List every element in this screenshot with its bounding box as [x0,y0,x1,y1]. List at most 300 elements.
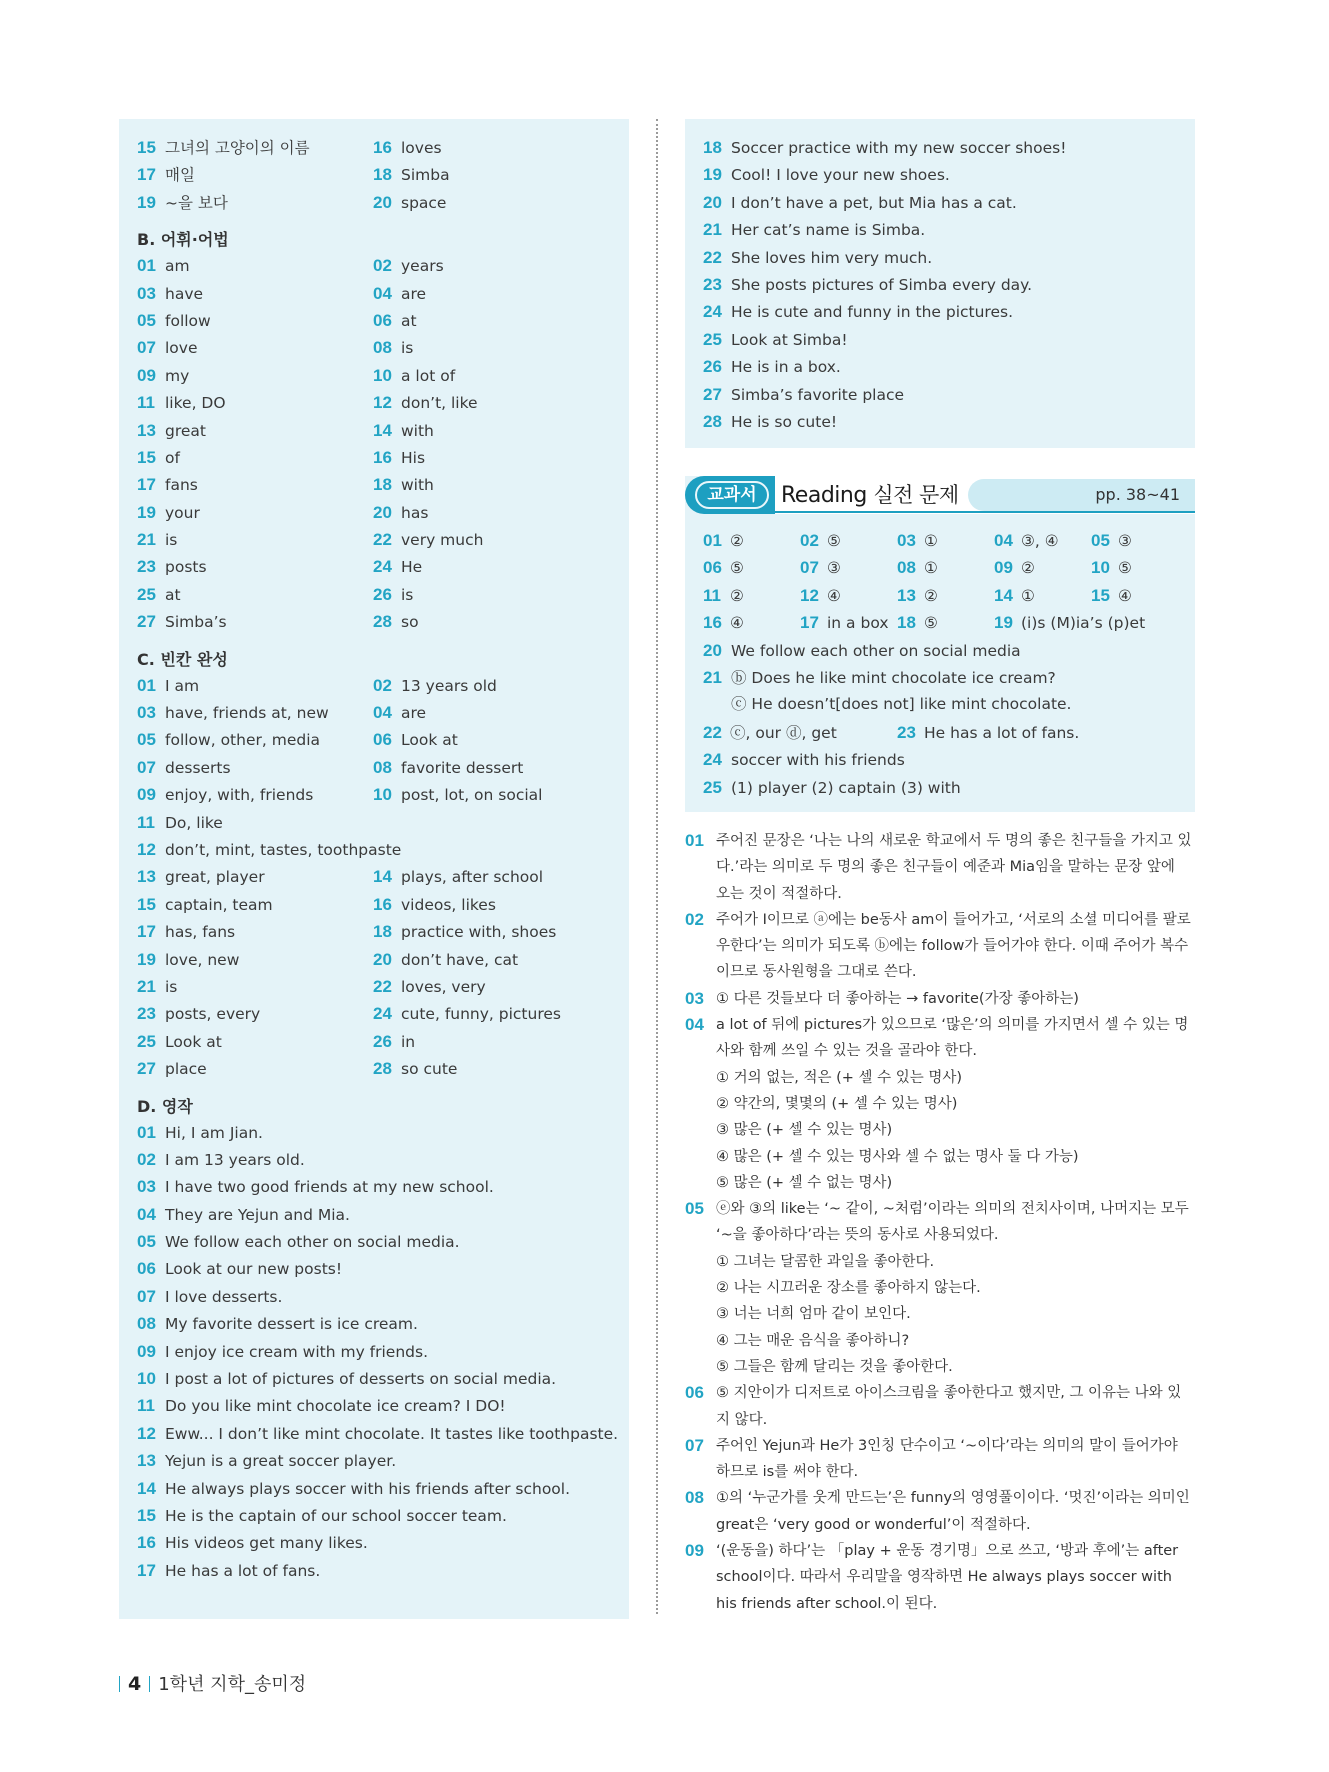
answer-row [137,1310,617,1337]
answer-row [137,1000,617,1027]
answer-number: 05 [137,310,156,330]
answer-number: 15 [137,1505,156,1525]
reading-answer-number: 01 [703,531,722,550]
reading-answer-cell [897,719,1079,747]
reading-answer-number: 18 [897,613,916,633]
answer-number: 25 [703,777,722,797]
reading-answer-text: ① [924,559,938,578]
answer-text: loves, very [401,977,486,996]
answer-cell [137,581,181,609]
answer-text: They are Yejun and Mia. [165,1205,350,1224]
answer-cell [137,280,203,308]
answer-row [137,1028,617,1055]
answer-text: I am [165,676,200,695]
answer-text: are [401,284,427,303]
answer-number: 24 [373,1004,392,1024]
answer-number: 07 [137,1286,156,1306]
explanation-number: 01 [685,831,704,850]
answer-number: 21 [137,530,156,550]
answer-row [137,1283,617,1310]
answer-row [137,781,617,808]
explanation-line: ⑤ 그들은 함께 달리는 것을 좋아한다. [716,1358,953,1375]
answer-text: He always plays soccer with his friends after school. [165,1479,571,1498]
explanation-item [685,1433,1195,1486]
answer-row [137,307,617,334]
answer-cell [373,918,556,946]
answer-cell [373,1000,561,1028]
answer-number: 20 [703,192,722,212]
answer-number: 28 [373,612,392,632]
reading-answer-grid [703,527,1183,801]
answer-number: 21 [703,667,722,687]
answer-cell [137,444,180,472]
answer-number: 19 [137,192,156,212]
answer-number: 03 [137,1177,156,1197]
answer-number: 07 [137,757,156,777]
answer-row [703,244,1183,271]
reading-answer-cell [994,527,1059,555]
reading-answer-number: 05 [1091,531,1110,550]
answer-text: Do, like [165,813,223,832]
answer-text: have [165,284,204,303]
explanation-number: 07 [685,1435,704,1455]
answer-text: He is cute and funny in the pictures. [731,303,1013,322]
answer-number: 18 [373,475,392,495]
answer-row [137,252,617,279]
reading-answer-number: 09 [994,558,1013,578]
answer-cell [137,754,231,782]
reading-answer-cell [703,582,744,610]
footer-bar-left [119,1676,120,1692]
answer-text: favorite dessert [401,758,524,777]
explanation-line: ① 그녀는 달콤한 과일을 좋아한다. [716,1253,935,1270]
answer-cell [373,581,413,609]
answer-text: I have two good friends at my new school. [165,1178,494,1197]
answer-number: 20 [703,640,722,660]
answer-number: 15 [137,894,156,914]
explanation-line: ④ 많은 (+ 셀 수 있는 명사와 셀 수 없는 명사 둘 다 가능) [716,1148,1079,1165]
answer-text: don’t, mint, tastes, toothpaste [165,840,402,859]
answer-text: with [401,421,434,440]
answer-number: 25 [137,584,156,604]
footer-bar-right [149,1676,150,1692]
answer-text: so [401,613,419,632]
answer-text: She posts pictures of Simba every day. [731,275,1033,294]
reading-answer-number: 15 [1091,585,1110,605]
answer-number: 13 [137,1451,156,1471]
answer-text: We follow each other on social media. [165,1233,460,1252]
answer-text: Soccer practice with my new soccer shoes! [731,139,1067,157]
answer-text: He [401,558,423,577]
explanation-line: a lot of 뒤에 pictures가 있으므로 ‘많은’의 의미를 가지면서 셀 수 있는 명 [716,1017,1189,1034]
answer-text: Do you like mint chocolate ice cream? I DO! [165,1397,506,1416]
answer-number: 18 [373,922,392,942]
answer-row [703,271,1183,298]
answer-row [137,499,617,526]
answer-number: 13 [137,867,156,887]
reading-answer-text: ① [924,532,938,550]
answer-row [137,161,617,188]
answer-row [137,1255,617,1282]
reading-answer-number: 23 [897,722,916,742]
reading-title [781,478,959,513]
answer-number: 08 [137,1314,156,1334]
answer-text: We follow each other on social media [731,641,1021,660]
answer-cell [373,307,417,335]
reading-answer-text: ⑤ [924,614,938,633]
answer-cell [373,161,450,189]
section-title-b: B. 어휘·어법 [137,230,229,250]
answer-number: 02 [373,675,392,695]
answer-cell [373,134,442,162]
explanation-line: 사와 함께 쓰일 수 있는 것을 골라야 한다. [716,1043,977,1060]
answer-text: is [165,531,178,550]
answer-row [137,1365,617,1392]
answer-text: is [401,585,414,604]
answer-number: 01 [137,1122,156,1142]
reading-answer-cell [897,582,938,610]
answer-row [137,1529,617,1556]
answer-cell [137,417,206,445]
explanation-line: ② 약간의, 몇몇의 (+ 셀 수 있는 명사) [716,1095,958,1112]
answer-cell [373,280,426,308]
explanation-line: great은 ‘very good or wonderful’이 적절하다. [716,1516,1031,1533]
answer-cell [137,891,273,919]
reading-answer-cell [994,609,1145,637]
answer-number: 19 [137,949,156,969]
answer-row [703,408,1183,435]
reading-answer-text: in a box [827,614,889,633]
answer-text: has, fans [165,923,236,942]
answer-number: 22 [373,976,392,996]
answer-number: 26 [373,584,392,604]
answer-text: ~을 보다 [165,193,228,212]
answer-number: 21 [703,220,722,240]
answer-cell [373,863,543,891]
answer-text: great, player [165,868,265,887]
reading-answer-cell [897,527,938,555]
reading-answer-row [703,582,1183,609]
reading-answer-row [703,527,1183,554]
answer-cell [137,699,329,727]
answer-text: practice with, shoes [401,923,557,942]
reading-answer-text: ⑤ [1118,559,1132,578]
answer-row [137,809,617,836]
answer-text: posts [165,558,207,577]
answer-row [703,774,1183,801]
reading-answer-text: ③, ④ [1021,532,1059,550]
explanation-item [685,907,1195,986]
answer-text: She loves him very much. [731,248,933,267]
answer-text: of [165,448,180,467]
answer-cell [137,134,310,162]
answer-text: enjoy, with, friends [165,786,314,805]
reading-answer-row [703,609,1183,636]
answer-cell [137,608,227,636]
reading-answer-number: 12 [800,585,819,605]
answer-number: 12 [137,839,156,859]
left-content [137,134,617,1584]
answer-cell [373,389,478,417]
explanation-number: 06 [685,1383,704,1403]
answer-text: Cool! I love your new shoes. [731,166,950,185]
explanation-line: ①의 ‘누군가를 웃게 만드는’은 funny의 영영풀이이다. ‘멋진’이라는 의미인 [716,1490,1190,1507]
answer-number: 09 [137,1341,156,1361]
answer-text: captain, team [165,895,273,914]
explanation-number: 04 [685,1015,704,1035]
answer-number: 07 [137,338,156,358]
reading-answer-number: 07 [800,558,819,578]
reading-answer-row [703,719,1183,746]
answer-number: 19 [137,502,156,522]
explanation-line: ⑤ 지안이가 디저트로 아이스크림을 좋아한다고 했지만, 그 이유는 나와 있 [716,1385,1182,1402]
answer-row [703,746,1183,773]
answer-text: He has a lot of fans. [165,1561,321,1580]
answer-number: 05 [137,1232,156,1252]
answer-number: 14 [373,420,392,440]
answer-number: 26 [373,1031,392,1051]
answer-row [137,334,617,361]
answer-text: great [165,421,206,440]
answer-text: so cute [401,1060,458,1079]
answer-text: Hi, I am Jian. [165,1123,263,1142]
answer-text: your [165,503,200,522]
explanation-line: 하므로 is를 써야 한다. [716,1464,859,1481]
explanation-line: 다.’라는 의미로 두 명의 좋은 친구들이 예준과 Mia임을 말하는 문장 앞에 [716,859,1175,876]
answer-number: 02 [373,256,392,276]
reading-answer-text: ② [924,586,938,605]
answer-text: space [401,193,447,212]
explanation-line: 오는 것이 적절하다. [716,885,842,902]
reading-answer-cell [897,554,938,582]
answer-cell [373,189,446,217]
reading-answer-cell [1091,527,1132,555]
answer-row [703,637,1183,664]
answer-cell [137,946,239,974]
answer-text: follow [165,311,211,330]
answer-cell [373,499,428,527]
reading-answer-number: 14 [994,585,1013,605]
reading-answer-number: 13 [897,585,916,605]
explanation-line: ‘~을 좋아하다’라는 뜻의 동사로 사용되었다. [716,1227,999,1244]
answer-cell [373,672,497,700]
answer-number: 12 [137,1423,156,1443]
answer-number: 14 [137,1478,156,1498]
answer-cell [373,362,455,390]
reading-answer-cell [897,609,938,637]
reading-answer-cell [703,554,744,582]
answer-cell [137,499,200,527]
answer-row [137,553,617,580]
answer-number: 10 [137,1369,156,1389]
explanation-line: ⑤ 많은 (+ 셀 수 없는 명사) [716,1174,893,1191]
reading-answer-cell [800,527,841,555]
answer-number: 01 [137,675,156,695]
answer-cell [137,307,211,335]
column-divider [656,119,658,1614]
answer-text: fans [165,476,198,495]
answer-row [137,918,617,945]
reading-answer-number: 22 [703,722,722,742]
explanation-item [685,986,1195,1012]
answer-number: 27 [703,384,722,404]
answer-number: 28 [373,1059,392,1079]
section-title-d: D. 영작 [137,1096,193,1116]
explanation-line: 지 않다. [716,1411,768,1428]
answer-cell [137,362,189,390]
answer-text: Simba [401,166,450,185]
answer-text: at [165,585,181,604]
explanation-line: school이다. 따라서 우리말을 영작하면 He always plays soccer with [716,1569,1172,1586]
answer-number: 06 [373,730,392,750]
explanation-line: 주어인 Yejun과 He가 3인칭 단수이고 ‘~이다’라는 의미의 말이 들어가야 [716,1437,1178,1454]
reading-section-header [685,476,1195,514]
answer-text: follow, other, media [165,731,320,750]
right-top-content [703,134,1183,435]
explanation-item [685,1012,1195,1196]
answer-row [137,1201,617,1228]
reading-answer-text: ⑤ [827,532,841,550]
answer-row [137,836,617,863]
answer-number: 14 [373,867,392,887]
answer-text: He is in a box. [731,358,841,377]
answer-cell [373,526,483,554]
answer-row [137,726,617,753]
explanation-number: 02 [685,909,704,929]
explanation-item [685,1196,1195,1380]
answer-cell [137,334,198,362]
answer-number: 03 [137,283,156,303]
answer-text: is [401,339,414,358]
reading-answer-cell [1091,554,1132,582]
reading-answer-cell [994,582,1035,610]
answer-cell [137,1055,207,1083]
answer-text: in [401,1032,416,1051]
answer-cell [373,973,486,1001]
answer-number: 19 [703,165,722,185]
answer-text: don’t have, cat [401,950,519,969]
answer-number: 18 [703,138,722,157]
answer-row [703,664,1183,691]
answer-text: Her cat’s name is Simba. [731,221,926,240]
answer-cell [137,189,228,217]
answer-number: 13 [137,420,156,440]
answer-cell [373,1028,415,1056]
answer-row [137,1557,617,1584]
answer-row [137,444,617,471]
reading-answer-text: (i)s (M)ia’s (p)et [1021,614,1146,633]
answer-number: 16 [373,447,392,467]
answer-row [137,891,617,918]
answer-cell [373,252,444,280]
answer-cell [137,918,235,946]
answer-number: 12 [373,393,392,413]
answer-number: 18 [373,165,392,185]
reading-title-sub: 실전 문제 [873,483,959,507]
answer-row [703,353,1183,380]
answer-cell [373,471,434,499]
answer-number: 23 [703,274,722,294]
answer-number: 08 [373,757,392,777]
page-range: pp. 38~41 [1095,485,1180,504]
answer-cell [137,161,195,189]
answer-number: 06 [373,310,392,330]
answer-text: love, new [165,950,240,969]
answer-row [703,189,1183,216]
answer-number: 22 [703,247,722,267]
answer-number: 04 [373,703,392,723]
answer-number: 11 [137,1396,155,1416]
answer-number: 25 [137,1031,156,1051]
answer-text: I enjoy ice cream with my friends. [165,1342,429,1361]
answer-row [703,134,1183,161]
answer-row [137,389,617,416]
explanation-number: 09 [685,1541,704,1561]
reading-answer-text: He has a lot of fans. [924,723,1080,742]
reading-answer-text: ③ [827,559,841,578]
answer-text: post, lot, on social [401,786,543,805]
answer-text: love [165,339,198,358]
answer-number: 04 [373,283,392,303]
answer-text: His [401,448,426,467]
explanation-line: ③ 너는 너희 엄마 같이 보인다. [716,1306,911,1323]
answer-row [137,973,617,1000]
reading-answer-number: 19 [994,613,1013,633]
answer-text: is [165,977,178,996]
reading-answer-number: 08 [897,558,916,578]
reading-title-main: Reading [781,483,867,508]
answer-cell [137,781,313,809]
answer-row [137,417,617,444]
answer-number: 17 [137,165,156,185]
answer-row [703,326,1183,353]
answer-row [137,1447,617,1474]
answer-row [703,161,1183,188]
explanation-item [685,1538,1195,1617]
answer-cell [137,389,226,417]
answer-text: 매일 [165,166,195,185]
reading-answer-cell [703,609,744,637]
answer-row [137,1420,617,1447]
explanation-line: 주어가 I이므로 ⓐ에는 be동사 am이 들어가고, ‘서로의 소셜 미디어를 팔로 [716,911,1191,928]
answer-row [137,526,617,553]
answer-number: 23 [137,557,156,577]
answer-text: very much [401,531,484,550]
answer-cell [137,553,207,581]
answer-text: Yejun is a great soccer player. [165,1452,397,1471]
answer-cell [373,726,458,754]
answer-text: years [401,257,444,276]
answer-text: like, DO [165,394,226,413]
answer-cell [373,1055,457,1083]
answer-text: My favorite dessert is ice cream. [165,1315,418,1334]
footer-label: 1학년 지학_송미정 [158,1674,307,1695]
answer-text: soccer with his friends [731,751,905,770]
answer-text: loves [401,139,442,157]
answer-text: His videos get many likes. [165,1534,368,1553]
answer-number: 20 [373,949,392,969]
explanation-line: ③ 많은 (+ 셀 수 있는 명사) [716,1122,893,1139]
answer-row [137,189,617,216]
answer-number: 28 [703,411,722,431]
answer-row [137,280,617,307]
reading-answer-text: ① [1021,586,1035,605]
reading-answer-number: 06 [703,558,722,578]
textbook-badge: 교과서 [695,481,769,509]
answer-cell [373,946,518,974]
explanation-line: ② 나는 시끄러운 장소를 좋아하지 않는다. [716,1280,981,1297]
answer-row [137,608,617,635]
